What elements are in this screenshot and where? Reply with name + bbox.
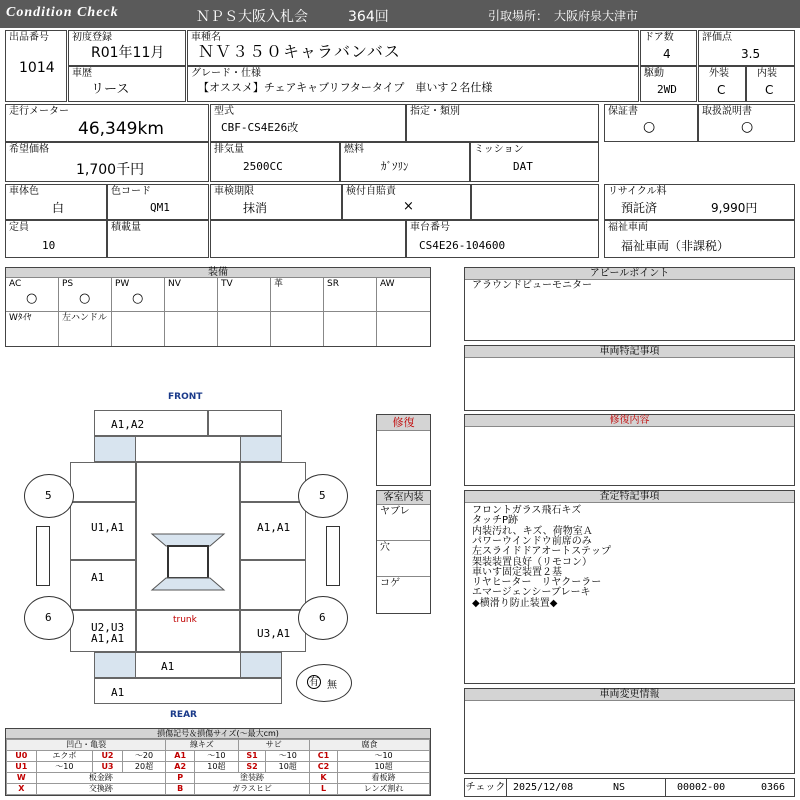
legend-cell: U1 xyxy=(7,762,37,773)
left-mid-damage: A1 xyxy=(91,571,105,584)
inspector-note-line: パワーウインドウ前席のみ xyxy=(472,535,592,547)
inspector-note-line: 車いす固定装置２基 xyxy=(472,566,562,578)
price-value: 1,700千円 xyxy=(76,162,145,178)
equipment-cell xyxy=(112,312,165,346)
manual-label: 取扱説明書 xyxy=(702,106,752,117)
pickup-place: 大阪府泉大津市 xyxy=(554,9,639,23)
cabin-item-tear: ヤブレ xyxy=(380,506,410,517)
score-value: 3.5 xyxy=(741,47,761,61)
liability-value: × xyxy=(403,199,414,214)
recycle-label: リサイクル料 xyxy=(608,186,667,197)
equipment-cell xyxy=(271,278,324,312)
spare-no: 無 xyxy=(327,680,337,691)
appeal-panel xyxy=(464,267,795,341)
left-front-damage: U1,A1 xyxy=(91,521,125,534)
drive-box xyxy=(640,66,697,102)
equipment-cell xyxy=(324,312,377,346)
exterior-label: 外装 xyxy=(709,68,729,79)
score-box xyxy=(698,30,795,66)
interior-box xyxy=(746,66,795,102)
right-fender xyxy=(240,462,306,502)
displacement-value: 2500CC xyxy=(243,160,283,173)
rear-label: REAR xyxy=(170,710,197,720)
legend-cell: C2 xyxy=(309,762,337,773)
model-label: 型式 xyxy=(214,106,234,117)
trunk-panel xyxy=(136,610,240,652)
equipment-cell xyxy=(59,312,112,346)
check-label: チェック xyxy=(465,779,507,796)
inspector-notes-list xyxy=(465,505,795,675)
right-quarter xyxy=(240,610,306,652)
header-bar xyxy=(0,0,800,28)
equipment-panel xyxy=(5,267,431,347)
equipment-cell xyxy=(218,312,271,346)
chassis-box xyxy=(406,220,599,258)
wheel-rear-right-value: 6 xyxy=(319,611,326,624)
left-slide-door xyxy=(70,560,136,610)
inspector-note-line: 架装装置良好（リモコン） xyxy=(472,556,592,568)
trunk-label: trunk xyxy=(173,615,197,625)
displacement-box xyxy=(210,142,340,182)
welfare-box xyxy=(604,220,795,258)
front-corner-right xyxy=(240,436,282,462)
inspector-note-line: 左スライドドアオートステップ xyxy=(472,546,611,558)
appeal-text: アラウンドビューモニター xyxy=(472,280,592,291)
front-bumper-right xyxy=(208,410,282,436)
equipment-cell xyxy=(377,312,430,346)
spare-yes: 有 xyxy=(309,677,319,688)
equipment-cell xyxy=(59,278,112,312)
footer-bar xyxy=(464,778,795,797)
legend-title: 損傷記号＆損傷サイズ(～最大cm) xyxy=(6,729,430,739)
legend-cell: S2 xyxy=(238,762,266,773)
repair-panel xyxy=(376,414,431,486)
mileage-label: 走行メーター xyxy=(9,106,69,117)
repair-title: 修復 xyxy=(377,415,430,431)
legend-cell: U0 xyxy=(7,751,37,762)
equipment-label: 左ハンドル xyxy=(62,313,108,323)
warranty-value: ○ xyxy=(643,119,656,135)
left-fender xyxy=(70,462,136,502)
inspector-note-line: タッチP跡 xyxy=(472,515,519,527)
wheel-front-right xyxy=(298,474,348,518)
score-label: 評価点 xyxy=(702,32,732,43)
interior-value: C xyxy=(765,83,774,97)
body-color-box xyxy=(5,184,107,220)
doors-box xyxy=(640,30,697,66)
car-diagram xyxy=(20,388,360,723)
color-code-box xyxy=(107,184,209,220)
welfare-label: 福祉車両 xyxy=(608,222,648,233)
legend-cell: ～10 xyxy=(338,751,430,762)
footer-divider xyxy=(665,779,666,796)
right-rear-damage: U3,A1 xyxy=(257,627,291,640)
damage-legend xyxy=(5,728,431,796)
front-top-damage: A1,A2 xyxy=(111,418,145,431)
equipment-value: ○ xyxy=(132,291,144,306)
recycle-box xyxy=(604,184,795,220)
mission-box xyxy=(470,142,599,182)
designation-label: 指定・類別 xyxy=(410,106,460,117)
legend-cell: 板金跡 xyxy=(36,773,166,784)
legend-cell: 交換跡 xyxy=(36,784,166,795)
first-reg-label: 初度登録 xyxy=(72,32,112,43)
equipment-cell xyxy=(324,278,377,312)
auction-name: ＮＰＳ大阪入札会 xyxy=(196,9,308,25)
first-reg-value: R01年11月 xyxy=(91,45,165,61)
blank-box-1 xyxy=(471,184,599,220)
drive-label: 駆動 xyxy=(644,68,664,79)
legend-cell: U3 xyxy=(93,762,123,773)
left-rear-damage-2: A1,A1 xyxy=(91,632,125,645)
interior-label: 内装 xyxy=(757,68,777,79)
equipment-value: ○ xyxy=(79,291,91,306)
grade-label: グレード・仕様 xyxy=(191,68,261,79)
fuel-value: ｶﾞｿﾘﾝ xyxy=(381,160,409,173)
cabin-panel xyxy=(376,490,431,614)
displacement-label: 排気量 xyxy=(214,144,244,155)
right-front-damage: A1,A1 xyxy=(257,521,291,534)
doors-label: ドア数 xyxy=(644,32,674,43)
legend-cell: ～10 xyxy=(266,751,309,762)
designation-box xyxy=(406,104,599,142)
legend-cell: W xyxy=(7,773,37,784)
inspection-value: 抹消 xyxy=(243,201,268,215)
equipment-label: NV xyxy=(168,279,181,289)
lot-number-box xyxy=(5,30,67,102)
front-label: FRONT xyxy=(168,392,203,402)
price-box xyxy=(5,142,209,182)
equipment-label: Wﾀｲﾔ xyxy=(9,313,32,323)
model-value: CBF-CS4E26改 xyxy=(221,121,299,134)
capacity-box xyxy=(5,220,107,258)
capacity-label: 定員 xyxy=(9,222,29,233)
left-rear-damage-1: U2,U3 xyxy=(91,621,125,634)
inspector-note-line: 内装汚れ、キズ、荷物室Ａ xyxy=(472,525,593,537)
legend-cell: B xyxy=(166,784,195,795)
cabin-item-hole: 穴 xyxy=(380,542,390,553)
equipment-label: TV xyxy=(221,279,233,289)
equipment-cell xyxy=(271,312,324,346)
wheel-front-left xyxy=(24,474,74,518)
price-label: 希望価格 xyxy=(9,144,49,155)
legend-cell: 10超 xyxy=(266,762,309,773)
chassis-label: 車台番号 xyxy=(410,222,450,233)
history-box xyxy=(68,66,186,102)
equipment-cell xyxy=(377,278,430,312)
legend-group-header: サビ xyxy=(238,740,309,751)
cabin-row-3 xyxy=(377,577,430,613)
color-code-value: QM1 xyxy=(150,201,170,214)
legend-cell: エクボ xyxy=(36,751,93,762)
color-code-label: 色コード xyxy=(111,186,151,197)
equipment-label: PW xyxy=(115,279,130,289)
history-value: リース xyxy=(91,82,130,97)
legend-group-header: 腐食 xyxy=(309,740,429,751)
windshield-glass xyxy=(136,462,240,610)
legend-cell: 20超 xyxy=(122,762,165,773)
blank-box-2 xyxy=(210,220,406,258)
legend-table xyxy=(6,739,430,795)
legend-row-3 xyxy=(7,773,430,784)
front-bumper-panel xyxy=(94,410,208,436)
legend-cell: P xyxy=(166,773,195,784)
exterior-value: C xyxy=(717,83,726,97)
doors-value: 4 xyxy=(663,47,671,61)
footer-page: 0366 xyxy=(761,782,786,793)
chassis-value: CS4E26-104600 xyxy=(419,239,506,252)
footer-number: 00002-00 xyxy=(677,782,726,793)
pickup-label: 引取場所： xyxy=(488,9,549,23)
mission-label: ミッション xyxy=(474,144,524,155)
vehicle-notes-title: 車両特記事項 xyxy=(465,346,794,358)
legend-cell: U2 xyxy=(93,751,123,762)
car-name-value: ＮＶ３５０キャラバンバス xyxy=(198,42,401,61)
load-label: 積載量 xyxy=(111,222,141,233)
legend-cell: レンズ割れ xyxy=(338,784,430,795)
wheel-rear-left xyxy=(24,596,74,640)
check-date: 2025/12/08 xyxy=(513,782,574,793)
wheel-rear-right xyxy=(298,596,348,640)
left-quarter xyxy=(70,610,136,652)
equipment-label: PS xyxy=(62,279,74,289)
legend-cell: 塗装跡 xyxy=(195,773,310,784)
cabin-row-1 xyxy=(377,505,430,541)
model-box xyxy=(210,104,406,142)
legend-cell: 10超 xyxy=(338,762,430,773)
capacity-value: 10 xyxy=(42,239,56,252)
equipment-cell xyxy=(112,278,165,312)
recycle-status: 預託済 xyxy=(621,201,658,215)
change-info-panel xyxy=(464,688,795,774)
inspection-label: 車検期限 xyxy=(214,186,254,197)
repair-content-panel xyxy=(464,414,795,486)
equipment-title: 装備 xyxy=(6,268,430,278)
mission-value: DAT xyxy=(513,160,533,173)
wheel-front-left-value: 5 xyxy=(45,489,52,502)
fuel-box xyxy=(340,142,470,182)
auction-round: 364回 xyxy=(348,9,389,25)
grade-box xyxy=(187,66,639,102)
legend-cell: A1 xyxy=(166,751,195,762)
history-label: 車歴 xyxy=(72,68,92,79)
inspector-note-line: エマージェンシーブレーキ xyxy=(472,587,591,599)
inspector-note-line: リヤヒーター リヤクーラー xyxy=(472,577,602,589)
condition-check-title: Condition Check xyxy=(6,5,119,20)
liability-label: 検付自賠責 xyxy=(346,186,396,197)
exterior-box xyxy=(698,66,746,102)
legend-row-1 xyxy=(7,751,430,762)
car-name-box xyxy=(187,30,639,66)
legend-row-2 xyxy=(7,762,430,773)
manual-value: ○ xyxy=(741,119,754,135)
legend-group-header: 線キズ xyxy=(166,740,238,751)
equipment-value: ○ xyxy=(26,291,38,306)
right-window xyxy=(326,526,340,586)
right-slide-door xyxy=(240,560,306,610)
lot-number-label: 出品番号 xyxy=(9,32,49,43)
car-name-label: 車種名 xyxy=(191,32,221,43)
legend-cell: ～20 xyxy=(122,751,165,762)
check-code: NS xyxy=(613,782,626,793)
legend-cell: K xyxy=(309,773,337,784)
equipment-cell xyxy=(218,278,271,312)
inspection-box xyxy=(210,184,342,220)
legend-row-4 xyxy=(7,784,430,795)
legend-cell: X xyxy=(7,784,37,795)
left-window xyxy=(36,526,50,586)
rear-bumper-damage: A1 xyxy=(161,660,175,673)
cabin-item-burn: コゲ xyxy=(380,578,400,589)
cabin-row-2 xyxy=(377,541,430,577)
rear-bottom-damage: A1 xyxy=(111,686,125,699)
vehicle-notes-panel xyxy=(464,345,795,411)
legend-cell: C1 xyxy=(309,751,337,762)
inspector-note-line: ◆横滑り防止装置◆ xyxy=(472,597,558,609)
wheel-front-right-value: 5 xyxy=(319,489,326,502)
legend-group-header: 凹凸・亀裂 xyxy=(7,740,166,751)
equipment-grid xyxy=(6,278,430,346)
right-front-door xyxy=(240,502,306,560)
load-box xyxy=(107,220,209,258)
legend-cell: S1 xyxy=(238,751,266,762)
equipment-cell xyxy=(6,312,59,346)
rear-corner-left xyxy=(94,652,136,678)
manual-box xyxy=(698,104,795,142)
left-front-door xyxy=(70,502,136,560)
equipment-cell xyxy=(6,278,59,312)
legend-cell: ～10 xyxy=(36,762,93,773)
front-corner-left xyxy=(94,436,136,462)
change-info-title: 車両変更情報 xyxy=(465,689,794,701)
first-reg-box xyxy=(68,30,186,66)
fuel-label: 燃料 xyxy=(344,144,364,155)
legend-cell: ～10 xyxy=(195,751,238,762)
legend-group-row xyxy=(7,740,430,751)
equipment-cell xyxy=(165,312,218,346)
equipment-cell xyxy=(165,278,218,312)
legend-cell: 看板跡 xyxy=(338,773,430,784)
mileage-value: 46,349km xyxy=(78,119,164,139)
inspector-notes-title: 査定特記事項 xyxy=(465,491,794,503)
lot-number-value: 1014 xyxy=(19,60,55,76)
inspector-note-line: フロントガラス飛石キズ xyxy=(472,505,582,516)
wheel-rear-left-value: 6 xyxy=(45,611,52,624)
legend-cell: 10超 xyxy=(195,762,238,773)
warranty-box xyxy=(604,104,698,142)
body-color-label: 車体色 xyxy=(9,186,39,197)
legend-cell: L xyxy=(309,784,337,795)
body-color-value: 白 xyxy=(52,201,65,215)
drive-value: 2WD xyxy=(657,83,677,96)
recycle-amount: 9,990円 xyxy=(711,201,758,215)
rear-lower-panel xyxy=(94,678,282,704)
appeal-title: アピールポイント xyxy=(465,268,794,280)
inspector-notes-panel xyxy=(464,490,795,684)
repair-content-title: 修復内容 xyxy=(465,415,794,427)
equipment-label: 革 xyxy=(274,279,284,289)
legend-cell: A2 xyxy=(166,762,195,773)
spare-tire-indicator xyxy=(296,664,352,702)
mileage-box xyxy=(5,104,209,142)
cabin-title: 客室内装 xyxy=(377,491,430,505)
rear-corner-right xyxy=(240,652,282,678)
equipment-label: AC xyxy=(9,279,22,289)
grade-value: 【オススメ】チェアキャブリフタータイプ 車いす２名仕様 xyxy=(198,81,493,94)
welfare-value: 福祉車両（非課税） xyxy=(621,239,730,253)
warranty-label: 保証書 xyxy=(608,106,638,117)
liability-box xyxy=(342,184,471,220)
legend-cell: ガラスヒビ xyxy=(195,784,310,795)
equipment-label: AW xyxy=(380,279,395,289)
equipment-label: SR xyxy=(327,279,339,289)
